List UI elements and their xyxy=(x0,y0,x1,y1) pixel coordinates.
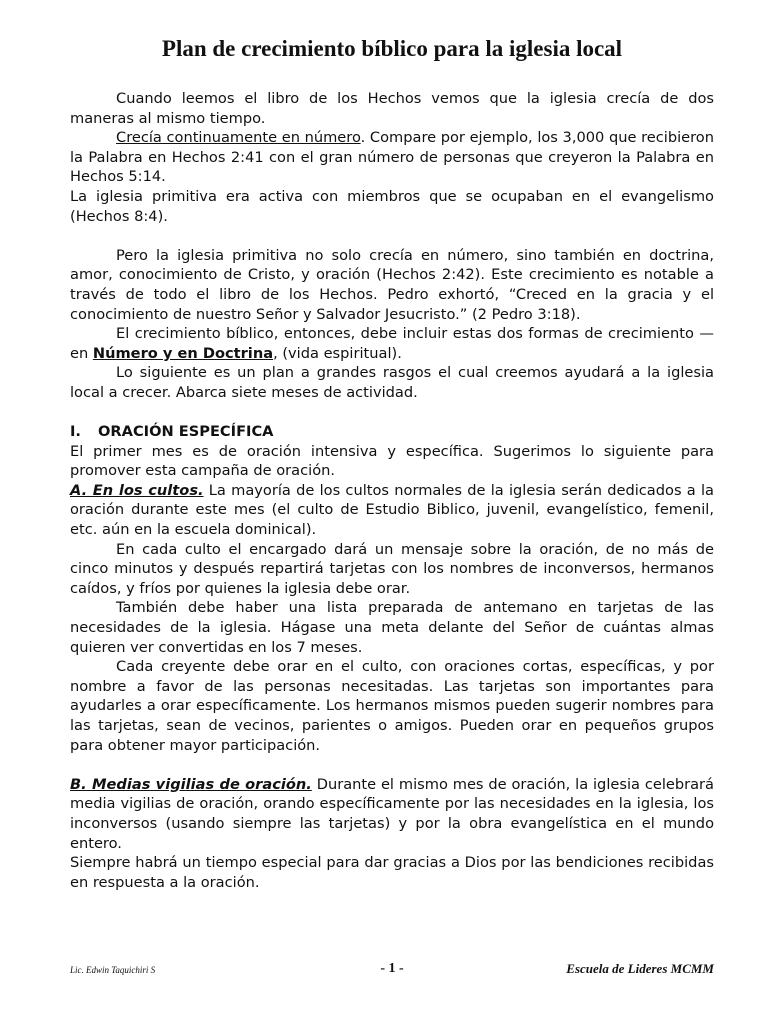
document-title: Plan de crecimiento bíblico para la iglesia local xyxy=(161,36,623,61)
section-heading xyxy=(70,422,714,442)
footer-school: Escuela de Lideres MCMM xyxy=(566,961,714,976)
intro-paragraph-5-start: El crecimiento bíblico, entonces, debe incluir estas dos formas de crecimiento — en xyxy=(70,325,714,362)
footer-author: Lic. Edwin Taquichiri S xyxy=(70,965,156,975)
intro-paragraph-3: La iglesia primitiva era activa con miembros que se ocupaban en el evangelismo (Hechos 8:4). xyxy=(70,187,714,225)
underlined-phrase: Crecía continuamente en número xyxy=(116,129,361,147)
intro-paragraph-2-rest: . Compare por ejemplo, los 3,000 que recibieron la Palabra en Hechos 2:41 con el gran número de personas que creyeron la Palabra en Hechos 5:14. xyxy=(70,129,714,186)
section-paragraph-1: El primer mes es de oración intensiva y específica. Sugerimos lo siguiente para promover esta campaña de oración. xyxy=(70,442,714,480)
section-paragraph-2: En cada culto el encargado dará un mensaje sobre la oración, de no más de cinco minutos y después repartirá tarjetas con los nombres de inconversos, hermanos caídos, y fríos por quienes la iglesia debe orar. xyxy=(70,540,714,597)
document-page xyxy=(70,36,714,892)
subsection-a-text: La mayoría de los cultos normales de la iglesia serán dedicados a la oración durante este mes (el culto de Estudio Biblico, juvenil, evangelístico, femenil, etc. aún en la escuela dominical). xyxy=(70,481,714,539)
bold-phrase: Número y en Doctrina xyxy=(92,344,274,362)
footer-page-number: - 1 - xyxy=(380,961,404,976)
subsection-b xyxy=(70,775,714,853)
subsection-b-text: Durante el mismo mes de oración, la iglesia celebrará media vigilias de oración, orando específicamente por las necesidades en la iglesia, los inconversos (usando siempre las tarjetas) y por la obra evangelística en el mundo entero. xyxy=(70,775,715,852)
section-paragraph-3: También debe haber una lista preparada de antemano en tarjetas de las necesidades de la iglesia. Hágase una meta delante del Señor de cuántas almas quieren ver convertidas en los 7 meses. xyxy=(70,599,714,656)
section-number: I. xyxy=(70,423,81,441)
section-title: ORACIÓN ESPECÍFICA xyxy=(98,423,274,441)
section-paragraph-5: Siempre habrá un tiempo especial para dar gracias a Dios por las bendiciones recibidas en respuesta a la oración. xyxy=(70,854,714,891)
subsection-a-label: A. En los cultos. xyxy=(70,481,204,499)
intro-paragraph-4: Pero la iglesia primitiva no solo crecía en número, sino también en doctrina, amor, conocimiento de Cristo, y oración (Hechos 2:42). Este crecimiento es notable a través de todo el libro de los Hechos. Pedro exhortó, “Creced en la gracia y el conocimiento de nuestro Señor y Salvador Jesucristo.” (2 Pedro 3:18). xyxy=(70,246,714,323)
subsection-b-label: B. Medias vigilias de oración. xyxy=(70,775,312,793)
intro-paragraph-6: Lo siguiente es un plan a grandes rasgos el cual creemos ayudará a la iglesia local a crecer. Abarca siete meses de actividad. xyxy=(70,364,714,401)
page-footer xyxy=(70,961,714,981)
section-paragraph-4: Cada creyente debe orar en el culto, con oraciones cortas, específicas, y por nombre a favor de las personas necesitadas. Las tarjetas son importantes para ayudarles a orar específicamente. Los hermanos mismos pueden sugerir nombres para las tarjetas, sean de vecinos, parientes o amigos. Pueden orar en pequeños grupos para obtener mayor participación. xyxy=(70,658,714,754)
intro-paragraph-1: Cuando leemos el libro de los Hechos vemos que la iglesia crecía de dos maneras al mismo tiempo. xyxy=(70,90,714,127)
intro-paragraph-5-end: , (vida espiritual). xyxy=(273,344,402,362)
subsection-a xyxy=(70,481,714,540)
intro-paragraph-5 xyxy=(70,324,714,363)
intro-paragraph-2 xyxy=(70,128,714,187)
